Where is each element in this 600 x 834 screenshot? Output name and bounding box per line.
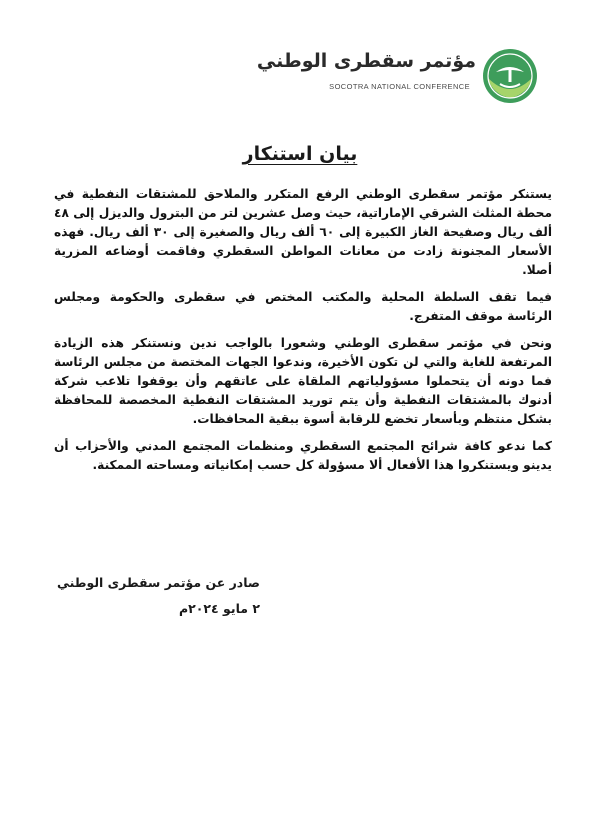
document-body <box>54 185 552 483</box>
paragraph-2: فيما تقف السلطة المحلية والمكتب المختص في سقطرى والحكومة ومجلس الرئاسة موقف المتفرج. <box>54 290 552 323</box>
paragraph-1: يستنكر مؤتمر سقطرى الوطني الرفع المتكرر والملاحق للمشتقات النفطية في محطة المثلث الشرقي الإماراتية، حيث وصل عشرين لتر من البترول والديزل إلى ٤٨ ألف ريال وصفيحة الغاز الكبيرة إلى ٦٠ ألف ريال والصغيرة إلى ٣٠ ألف ريال. فهذه الأسعار المجنونة زادت من معانات المواطن السقطري وفاقمت أوضاعه المزرية أصلا. <box>54 187 552 277</box>
issue-date: ٢ مايو ٢٠٢٤م <box>178 601 260 616</box>
letterhead <box>256 44 538 108</box>
socotra-conference-logo-icon <box>482 48 538 104</box>
issuer-line: صادر عن مؤتمر سقطرى الوطني <box>56 575 260 590</box>
paragraph-3: ونحن في مؤتمر سقطرى الوطني وشعورا بالواجب ندين ونستنكر هذه الزيادة المرتفعة للغاية والتي لن تكون الأخيرة، وندعوا الجهات المختصة من مجلس الرئاسة فما دونه أن يتحملوا مسؤولياتهم الملقاة على عاتقهم وأن يوقفوا تلاعب شركة أدنوك بالمشتقات النفطية وأن يتم توريد المشتقات النفطية المخصصة للمحافظة بشكل منتظم وبأسعار تخضع للرقابة أسوة ببقية المحافظات. <box>54 336 552 426</box>
org-name-arabic: مؤتمر سقطرى الوطني <box>256 50 476 72</box>
signature-block <box>40 570 260 622</box>
org-name-english: SOCOTRA NATIONAL CONFERENCE <box>329 82 470 91</box>
paragraph-4: كما ندعو كافة شرائح المجتمع السقطري ومنظمات المجتمع المدني والأحزاب أن يدينو ويستنكروا هذا الأفعال ألا مسؤولة كل حسب إمكانياته ومساحته الممكنة. <box>54 439 552 472</box>
document-title: بيان استنكار <box>242 143 358 165</box>
